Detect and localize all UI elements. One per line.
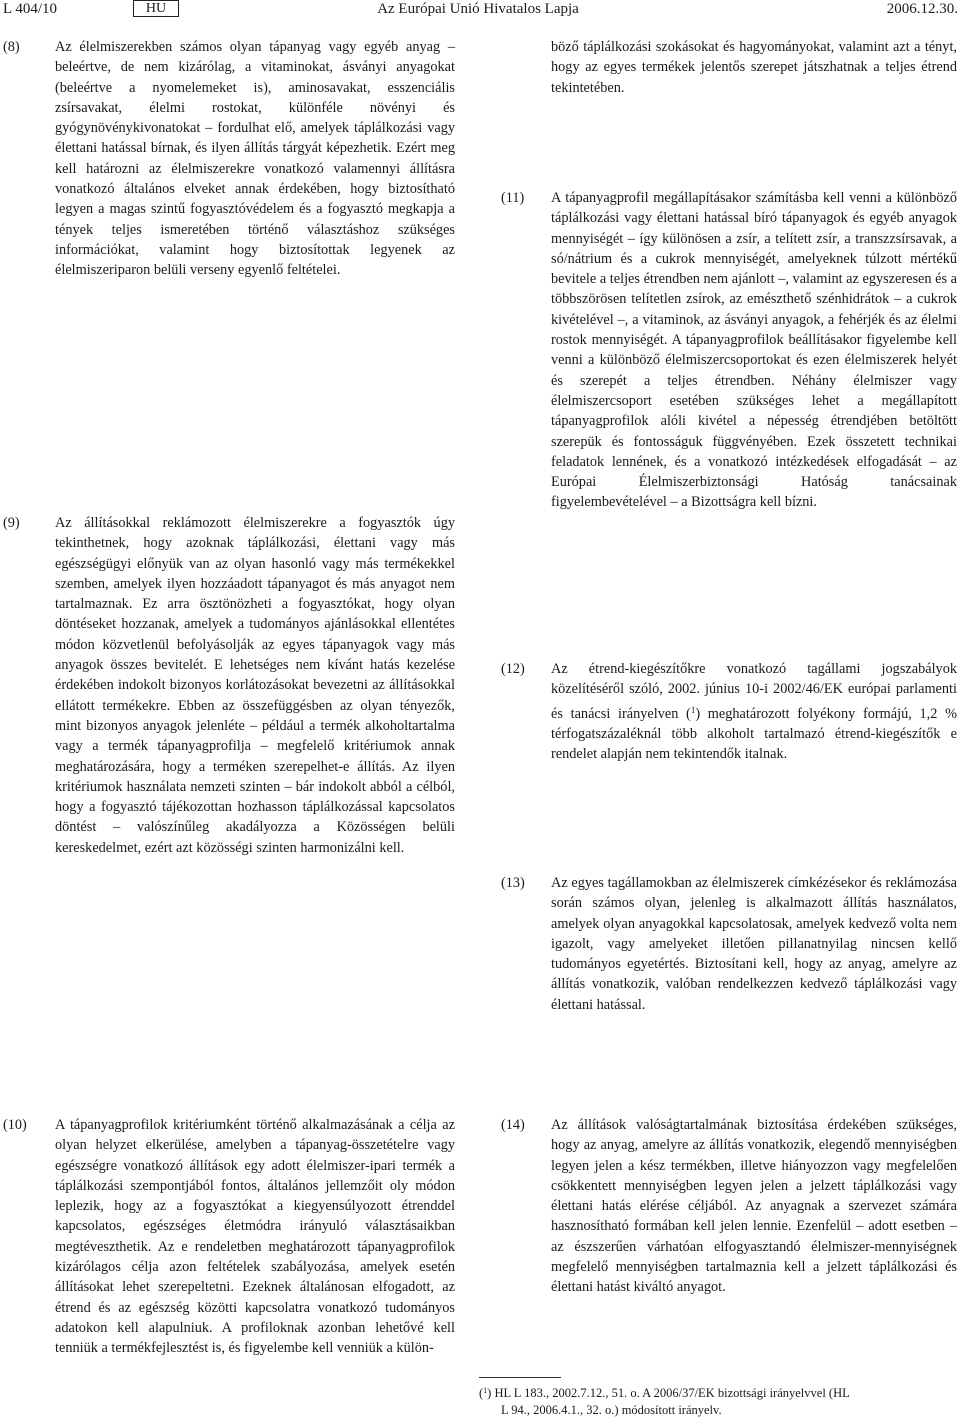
footnote-divider	[479, 1377, 561, 1378]
footnote-line: ($^1$) HL L 183., 2002.7.12., 51. o. A 2006/37/EK bizottsági irányelvvel (HL	[479, 1386, 850, 1400]
publication-date: 2006.12.30.	[886, 1, 958, 17]
page-header	[0, 0, 960, 24]
page-reference: L 404/10	[3, 1, 58, 17]
recital-text: A tápanyagprofilok kritériumként történő alkalmazásának a célja az olyan helyzet elkerülése, amelyben a tápanyag-összetételre vagy egészségre vonatkozó állítások egy adott élelmiszer-ipari termék a táplálkozási szempontjából fontos, általános jellemzőit oly módon leplezik, hogy az a fogyasztókat a kiegyensúlyozott étrenddel kapcsolatos, egészséges életmódra irányuló választásaikban megtéveszthetik. Az e rendeletben meghatározott tápanyagprofilok kizárólagos célja azon feltételek szabályozása, amelyek esetén állításokat lehet szerepeltetni. Ezeknek általánosan elfogadott, az étrend és az egészség közötti kapcsolatra vonatkozó tudományos adatokon kell alapulniuk. A profiloknak azonban lehetővé kell tenniük a termékfejlesztést is, és figyelembe kell venniük a külön-	[55, 1117, 455, 1357]
recital-text: böző táplálkozási szokásokat és hagyományokat, valamint azt a tényt, hogy az egyes termékek jelentős szerepet játszhatnak a teljes étrend tekintetében.	[551, 39, 957, 96]
journal-title: Az Európai Unió Hivatalos Lapja	[377, 1, 579, 17]
recital-text	[551, 659, 957, 764]
footnote-marker: 1	[483, 1386, 488, 1395]
recital-text: Az állítások valóságtartalmának biztosítása érdekében szükséges, hogy az anyag, amelyre az állítás vonatkozik, elegendő mennyiségben legyen jelen a kész termékben, illetve hiányozzon vagy megfelelően csökkentett mennyiségben legyen jelen a jelzett táplálkozási vagy élettani hatás elérése céljából. Az anyagnak a szervezet számára hasznosítható formában kell jelen lennie. Ezenfelül – adott esetben – az észszerűen várhatóan elfogyasztandó élelmiszer-mennyiségnek megfelelő mennyiségben tartalmaznia kell a jelzett táplálkozási és élettani hatást kiváltó anyagot.	[551, 1117, 957, 1296]
recital-number: (9)	[3, 515, 20, 531]
footnote-text: L 94., 2006.4.1., 32. o.) módosított irányelv.	[501, 1403, 722, 1417]
recital-text: Az egyes tagállamokban az élelmiszerek címkézésekor és reklámozása során számos olyan, jelenleg is alkalmazott állítás használatos, amelyek olyan anyagokkal kapcsolatosak, amelyek kedvező volta nem igazolt, vagy amelyeket illetően pillanatnyilag nincsen kellő tudományos egyetértés. Biztosítani kell, hogy az anyag, amelyre az állítás vonatkozik, valóban rendelkezzen kedvező táplálkozási vagy élettani hatással.	[551, 875, 957, 1013]
recital-text: Az élelmiszerekben számos olyan tápanyag vagy egyéb anyag – beleértve, de nem kizárólag, a vitaminokat, ásványi anyagokat (beleértve a nyomelemeket is), aminosavakat, esszenciális zsírsavakat, élelmi rostokat, különféle növényi és gyógynövénykivonatokat – fordulhat elő, amelyek táplálkozási vagy élettani hatással bírnak, és ilyen állítás tárgyát képezhetik. Ezért meg kell határozni az élelmiszerekre vonatkozó valamennyi állításra vonatkozó általános elveket annak érdekében, hogy biztosítható legyen a magas szintű fogyasztóvédelem és a fogyasztó megkapja a tények teljes ismeretében történő választáshoz szükséges információkat, valamint hogy biztosítottak legyenek az élelmiszeriparon belüli verseny egyenlő feltételei.	[55, 39, 455, 279]
footnote	[479, 1382, 957, 1419]
recital-number: (13)	[501, 875, 525, 891]
recital-text-part: Az étrend-kiegészítőkre vonatkozó tagállami jogszabályok közelítéséről szóló, 2002. június 10-i 2002/46/EK európai parlamenti és tanácsi irányelven (	[551, 661, 957, 722]
recital-number: (11)	[501, 190, 525, 206]
recital-number: (12)	[501, 661, 525, 677]
footnote-text: HL L 183., 2002.7.12., 51. o. A 2006/37/EK bizottsági irányelvvel (HL	[494, 1386, 850, 1400]
recital-number: (10)	[3, 1117, 27, 1133]
footnote-line	[479, 1402, 957, 1419]
recital-text: Az állításokkal reklámozott élelmiszerekre a fogyasztók úgy tekinthetnek, hogy azoknak táplálkozási, élettani vagy más egészségügyi előnyük van az olyan hasonló vagy más termékekkel szemben, amelyek ilyen hozzáadott tápanyagot és más anyagot nem tartalmaznak. Ez arra ösztönözheti a fogyasztókat, hogy olyan döntéseket hozzanak, amelyek a tudományos ajánlásokkal ellentétes módon közvetlenül befolyásolják az egyes tápanyagok vagy más anyagok összes bevitelét. E lehetséges nem kívánt hatás kezelése érdekében indokolt bizonyos korlátozásokat bevezetni az állításokkal ellátott termékekre. Ebben az összefüggésben az olyan tényezők, mint bizonyos anyagok jelenléte – például a termék alkoholtartalma vagy a termék tápanyagprofilja – megfelelő kritériumok annak meghatározására, hogy a terméken szerepelhet-e állítás. Az ilyen kritériumok használata nemzeti szinten – bár indokolt abból a célból, hogy a fogyasztó tájékozottan hozhasson táplálkozással kapcsolatos döntést – valószínűleg akadályozza a Közösségen belüli kereskedelmet, ezért azt közösségi szinten harmonizálni kell.	[55, 515, 455, 856]
recital-number: (8)	[3, 39, 20, 55]
language-badge: HU	[133, 0, 179, 17]
footnote-reference[interactable]: 1	[690, 704, 696, 715]
recital-text: A tápanyagprofil megállapításakor számításba kell venni a különböző táplálkozási vagy élettani hatással bíró tápanyagok és egyéb anyagok mennyiségét – így különösen a zsír, a telített zsír, a transzzsírsavak, a só/nátrium és a cukrok mennyiségét, amelyeknek túlzott mértékű bevitele a teljes étrendben nem ajánlott –, valamint az egyszeresen és a többszörösen telítetlen zsírok, az emészthető szénhidrátok – a cukrok kivételével –, a vitaminok, az ásványi anyagok, a fehérjék és az élelmi rostok mennyiségét. A tápanyagprofilok beállításakor figyelembe kell venni a különböző élelmiszercsoportokat és ezen élelmiszerek helyét és szerepét a teljes étrendben. Néhány élelmiszer vagy élelmiszercsoport esetében szükséges lehet a megállapított tápanyagprofilok alóli kivétel a népesség étrendjében betöltött szerepük és fontosságuk függvényében. Ezek összetett technikai feladatok lennének, és a vonatkozó intézkedések elfogadását – az Európai Élelmiszerbiztonsági Hatóság tanácsainak figyelembevételével – a Bizottságra kell bízni.	[551, 190, 957, 511]
recital-text-part: ) meghatározott folyékony formájú, 1,2 % térfogatszázaléknál több alkoholt tartalmazó étrend-kiegészítők e rendelet alapján nem tekintendők italnak.	[551, 705, 957, 763]
recital-number: (14)	[501, 1117, 525, 1133]
